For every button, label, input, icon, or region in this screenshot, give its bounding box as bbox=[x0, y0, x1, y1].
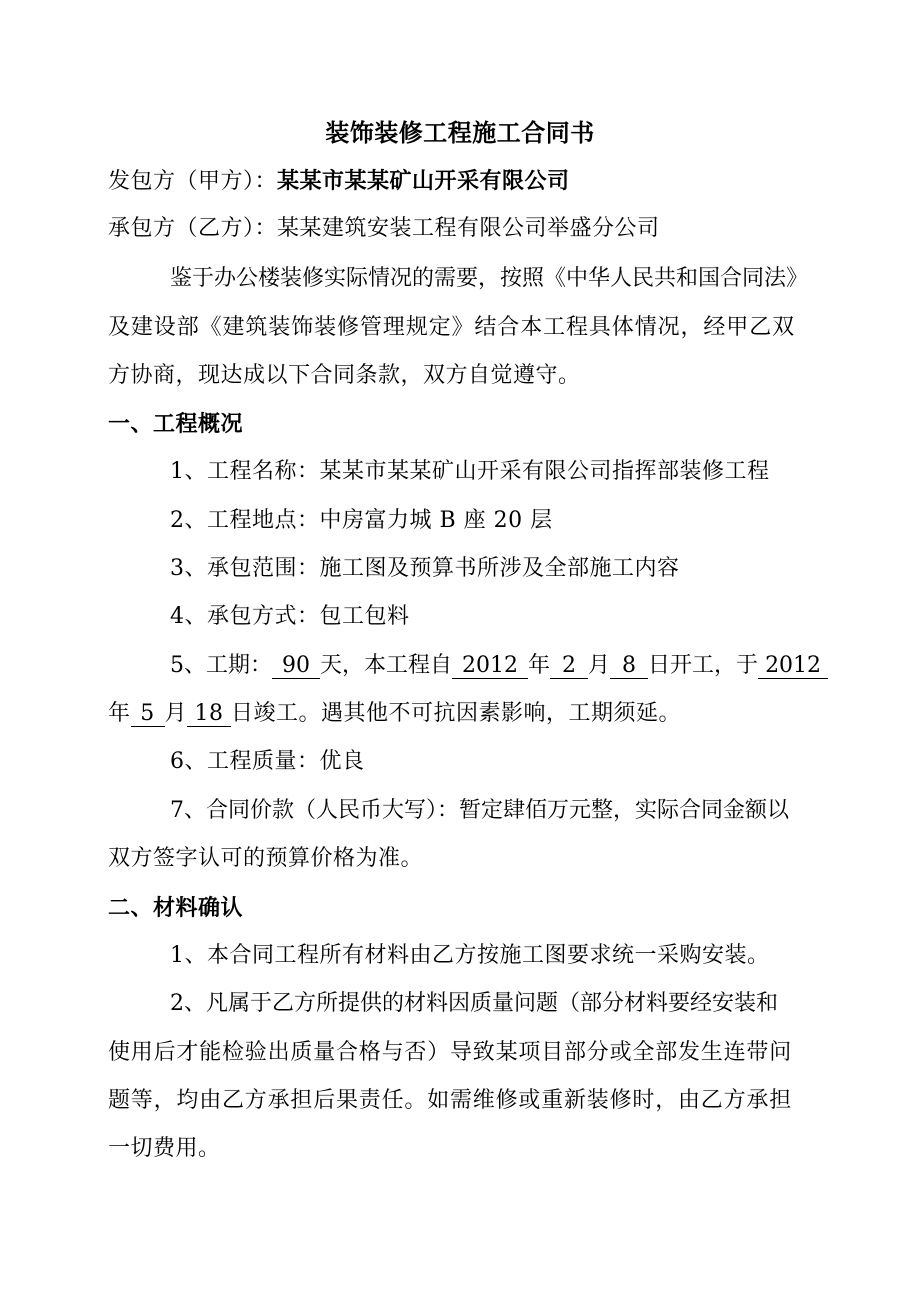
period-text-1: 天，本工程自 bbox=[320, 653, 453, 678]
document-title: 装饰装修工程施工合同书 bbox=[325, 118, 595, 147]
section-2-item-2-line-1: 2、凡属于乙方所提供的材料因质量问题（部分材料要经安装和 bbox=[170, 991, 778, 1016]
section-2-heading: 二、材料确认 bbox=[108, 895, 244, 921]
preamble-line-3: 方协商，现达成以下合同条款，双方自觉遵守。 bbox=[108, 363, 581, 388]
section-1-item-5-line-1 bbox=[170, 651, 828, 681]
section-2-item-2-line-2: 使用后才能检验出质量合格与否）导致某项目部分或全部发生连带问 bbox=[108, 1040, 793, 1065]
end-month: 5 bbox=[131, 702, 165, 727]
section-1-item-4: 4、承包方式：包工包料 bbox=[170, 604, 410, 629]
period-text-7: 日竣工。遇其他不可抗因素影响，工期须延。 bbox=[231, 701, 682, 726]
section-1-item-6: 6、工程质量：优良 bbox=[170, 749, 365, 774]
party-b-name: 某某建筑安装工程有限公司举盛分公司 bbox=[277, 216, 660, 241]
party-b-line bbox=[108, 214, 660, 244]
period-text-2: 年 bbox=[528, 653, 551, 678]
party-b-label: 承包方（乙方）： bbox=[108, 216, 278, 241]
start-day: 8 bbox=[610, 654, 648, 679]
period-text-6: 月 bbox=[164, 701, 188, 726]
section-1-item-2: 2、工程地点：中房富力城 B 座 20 层 bbox=[170, 508, 553, 533]
section-2-item-2-line-4: 一切费用。 bbox=[108, 1136, 221, 1161]
party-a-name: 某某市某某矿山开采有限公司 bbox=[277, 168, 570, 194]
section-1-item-7-line-1: 7、合同价款（人民币大写）：暂定肆佰万元整，实际合同金额以 bbox=[170, 798, 789, 823]
period-text-5: 年 bbox=[108, 701, 131, 726]
section-2-item-2-line-3: 题等，均由乙方承担后果责任。如需维修或重新装修时，由乙方承担 bbox=[108, 1088, 793, 1113]
start-year: 2012 bbox=[452, 654, 528, 679]
preamble-line-2: 及建设部《建筑装饰装修管理规定》结合本工程具体情况，经甲乙双 bbox=[108, 315, 796, 340]
end-year: 2012 bbox=[758, 654, 828, 679]
section-1-item-5-line-2 bbox=[108, 699, 681, 729]
party-a-label: 发包方（甲方）： bbox=[108, 169, 278, 194]
end-day: 18 bbox=[187, 702, 231, 727]
party-a-line bbox=[108, 166, 570, 197]
section-1-heading: 一、工程概况 bbox=[108, 411, 244, 437]
section-1-item-1: 1、工程名称：某某市某某矿山开采有限公司指挥部装修工程 bbox=[170, 459, 770, 484]
section-2-item-1: 1、本合同工程所有材料由乙方按施工图要求统一采购安装。 bbox=[170, 943, 770, 968]
period-text-4: 日开工，于 bbox=[648, 653, 759, 678]
period-text-3: 月 bbox=[588, 653, 611, 678]
period-prefix: 5、工期： bbox=[170, 653, 272, 678]
start-month: 2 bbox=[550, 654, 588, 679]
section-1-item-7-line-2: 双方签字认可的预算价格为准。 bbox=[108, 846, 424, 871]
preamble-line-1: 鉴于办公楼装修实际情况的需要，按照《中华人民共和国合同法》 bbox=[170, 266, 809, 291]
section-1-item-3: 3、承包范围：施工图及预算书所涉及全部施工内容 bbox=[170, 556, 680, 581]
duration-days: 90 bbox=[272, 654, 320, 679]
